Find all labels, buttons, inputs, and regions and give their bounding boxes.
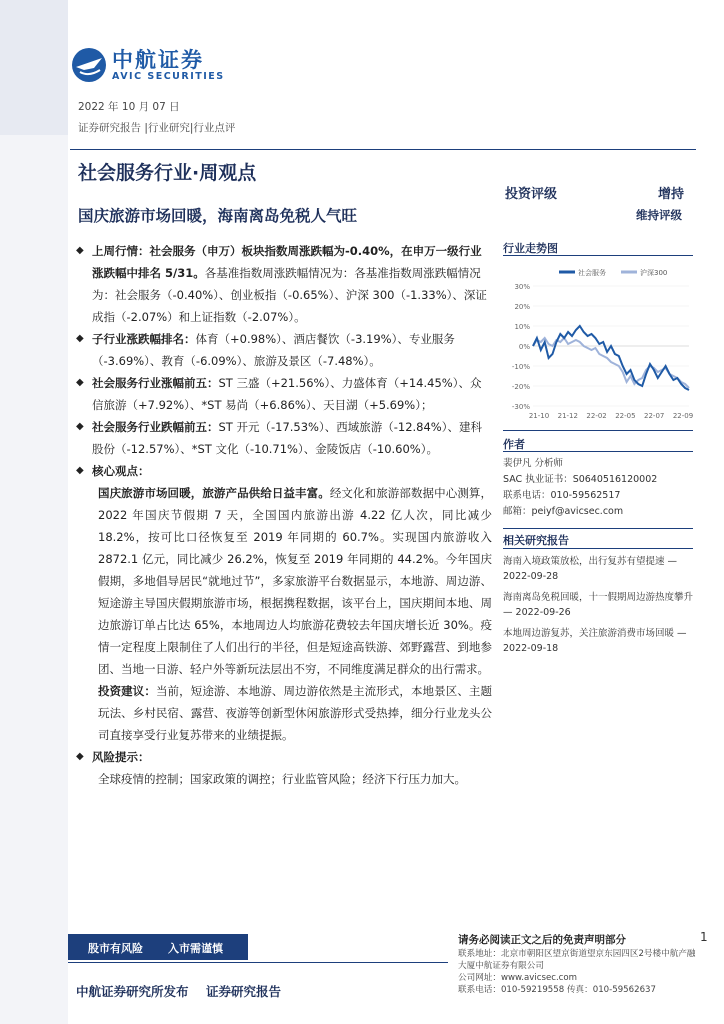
x-tick-label: 22-05 (615, 412, 636, 420)
author-title: 作者 (503, 438, 525, 451)
report-text: 证券研究报告 (205, 984, 281, 999)
brand-name-cn: 中航证券 (112, 48, 204, 72)
bullet-head: 上周行情：社会服务（申万）板块指数周涨跌幅为-0.40%，在申万一级行业涨跌幅中排名 5/31。 (92, 244, 482, 280)
y-tick-label: -20% (511, 383, 530, 391)
chart-section-title: 行业走势图 (503, 242, 558, 255)
disclaimer-title: 请务必阅读正文之后的免责声明部分 (458, 934, 626, 946)
x-tick-label: 22-02 (586, 412, 607, 420)
author-block (503, 456, 693, 520)
y-tick-label: -10% (511, 363, 530, 371)
bullet-weekly-market (76, 240, 492, 328)
bullet-risk (76, 746, 492, 768)
related-top-divider (503, 528, 693, 529)
bullet-top-gainers (76, 372, 492, 416)
para-head: 投资建议： (98, 684, 156, 698)
page-subtitle: 国庆旅游市场回暖，海南离岛免税人气旺 (78, 207, 358, 225)
brand-logo (70, 44, 240, 88)
legend-label: 社会服务 (578, 269, 606, 277)
y-tick-label: 30% (514, 283, 530, 291)
author-divider (503, 451, 693, 452)
footer-divider (68, 962, 448, 963)
y-tick-label: 20% (514, 303, 530, 311)
page-title: 社会服务行业·周观点 (78, 162, 257, 184)
x-tick-label: 22-07 (644, 412, 665, 420)
avic-emblem-icon (70, 46, 108, 84)
footer-phones: 联系电话：010-59219558 传真：010-59562637 (458, 985, 656, 995)
diamond-bullet-icon: ◆ (76, 245, 84, 256)
bullet-head: 核心观点： (92, 464, 150, 478)
rating-label: 投资评级 (505, 187, 558, 202)
chart-section-divider (503, 255, 693, 256)
related-divider (503, 548, 693, 549)
footer-site[interactable]: 公司网址：www.avicsec.com (458, 973, 578, 983)
para-text: 经文化和旅游部数据中心测算，2022 年国庆节假期 7 天，全国国内旅游出游 4.22 亿人次，同比减少 18.2%，按可比口径恢复至 2019 年同期的 60.7%。实现国内旅游收入 2872.1 亿元，同比减少 26.2%，恢复至 2019 年同期的 44.2%。今年国庆假期，多地倡导居民“就地过节”，多家旅游平台数据显示，本地游、周边游、短途游主导国庆假期旅游市场，根据携程数据，该平台上，国庆期间本地、周边旅游订单占比达 65%，本地周边人均旅游花费较去年国庆增长近 30%。疫情一定程度上限制住了人们出行的半径，但是短途高铁游、郊野露营、到地参团、当地一日游、轻户外等新玩法层出不穷，不同维度满足群众的出行需求。 (98, 486, 493, 676)
risk-warning-band (68, 934, 248, 960)
x-tick-label: 21-12 (557, 412, 578, 420)
related-report-link[interactable]: 海南入境政策放松，出行复苏有望提速 — 2022-09-28 (503, 556, 678, 582)
footer-publisher (76, 982, 281, 1000)
main-body (76, 240, 492, 790)
industry-trend-chart (503, 260, 695, 426)
diamond-bullet-icon: ◆ (76, 421, 84, 432)
bullet-text: 各基准指数周涨跌幅情况为：各基准指数周涨跌幅情况为：社会服务（-0.40%）、创业板指（-0.65%）、沪深 300（-1.33%）、深证成指（-2.07%）和上证指数（-2.07%）。 (92, 266, 487, 324)
publisher-text: 中航证券研究所发布 (76, 984, 189, 999)
bullet-head: 风险提示： (92, 750, 150, 764)
diamond-bullet-icon: ◆ (76, 465, 84, 476)
bullet-core-view (76, 460, 492, 482)
para-text: 当前，短途游、本地游、周边游依然是主流形式，本地景区、主题玩法、乡村民宿、露营、夜游等创新型休闲旅游形式受热捧，细分行业龙头公司直接享受行业复苏带来的业绩提振。 (98, 684, 493, 742)
risk-warning-left: 股市有风险 (88, 942, 143, 955)
report-date: 2022 年 10 月 07 日 (78, 101, 180, 113)
left-band-top (0, 0, 68, 135)
diamond-bullet-icon: ◆ (76, 377, 84, 388)
title-divider (70, 149, 696, 150)
y-tick-label: 0% (518, 343, 530, 351)
x-tick-label: 22-09 (672, 412, 694, 420)
y-tick-label: -30% (511, 403, 530, 411)
brand-name-en: AVIC SECURITIES (112, 71, 225, 82)
left-decorative-band (0, 0, 68, 1024)
report-type: 证券研究报告 |行业研究|行业点评 (78, 122, 236, 134)
related-report-link[interactable]: 海南离岛免税回暖，十一假期周边游热度攀升 — 2022-09-26 (503, 592, 694, 618)
y-tick-label: 10% (514, 323, 530, 331)
author-line: 邮箱：peiyf@avicsec.com (503, 506, 624, 517)
risk-warning-right: 入市需谨慎 (168, 942, 223, 955)
series-line-social-services (533, 326, 689, 390)
bullet-text: 体育（+0.98%）、酒店餐饮（-3.19%）、专业服务（-3.69%）、教育（-6.09%）、旅游及景区（-7.48%）。 (92, 332, 455, 368)
related-report-link[interactable]: 本地周边游复苏，关注旅游消费市场回暖 — 2022-09-18 (503, 628, 687, 654)
bullet-head: 社会服务行业涨幅前五： (92, 376, 219, 390)
bullet-top-losers (76, 416, 492, 460)
bullet-text: ST 开元（-17.53%）、西域旅游（-12.84%）、建科股份（-12.57%）、*ST 文化（-10.71%）、金陵饭店（-10.60%）。 (92, 420, 482, 456)
page-number: 1 (700, 930, 708, 944)
footer-disclaimer (458, 932, 698, 996)
bullet-subindustry (76, 328, 492, 372)
related-reports (503, 554, 693, 662)
risk-paragraph: 全球疫情的控制；国家政策的调控；行业监管风险；经济下行压力加大。 (98, 772, 466, 786)
rating-value: 增持 (658, 187, 685, 202)
diamond-bullet-icon: ◆ (76, 333, 84, 344)
author-line: 联系电话：010-59562517 (503, 490, 621, 501)
footer-address: 联系地址：北京市朝阳区望京街道望京东园四区2号楼中航产融大厦中航证券有限公司 (458, 949, 696, 971)
core-paragraph-1 (76, 482, 492, 680)
related-title: 相关研究报告 (503, 534, 569, 547)
author-line: 裴伊凡 分析师 (503, 458, 564, 469)
bullet-text: ST 三盛（+21.56%）、力盛体育（+14.45%）、众信旅游（+7.92%）、*ST 易尚（+6.86%）、天目湖（+5.69%）； (92, 376, 482, 412)
legend-label: 沪深300 (640, 269, 668, 277)
diamond-bullet-icon: ◆ (76, 751, 84, 762)
para-head: 国庆旅游市场回暖，旅游产品供给日益丰富。 (98, 486, 330, 500)
rating-sub: 维持评级 (636, 208, 682, 222)
core-paragraph-2 (76, 680, 492, 746)
bullet-head: 社会服务行业跌幅前五： (92, 420, 219, 434)
x-tick-label: 21-10 (528, 412, 550, 420)
bullet-head: 子行业涨跌幅排名： (92, 332, 196, 346)
author-top-divider (503, 430, 693, 431)
author-line: SAC 执业证书：S0640516120002 (503, 474, 658, 485)
